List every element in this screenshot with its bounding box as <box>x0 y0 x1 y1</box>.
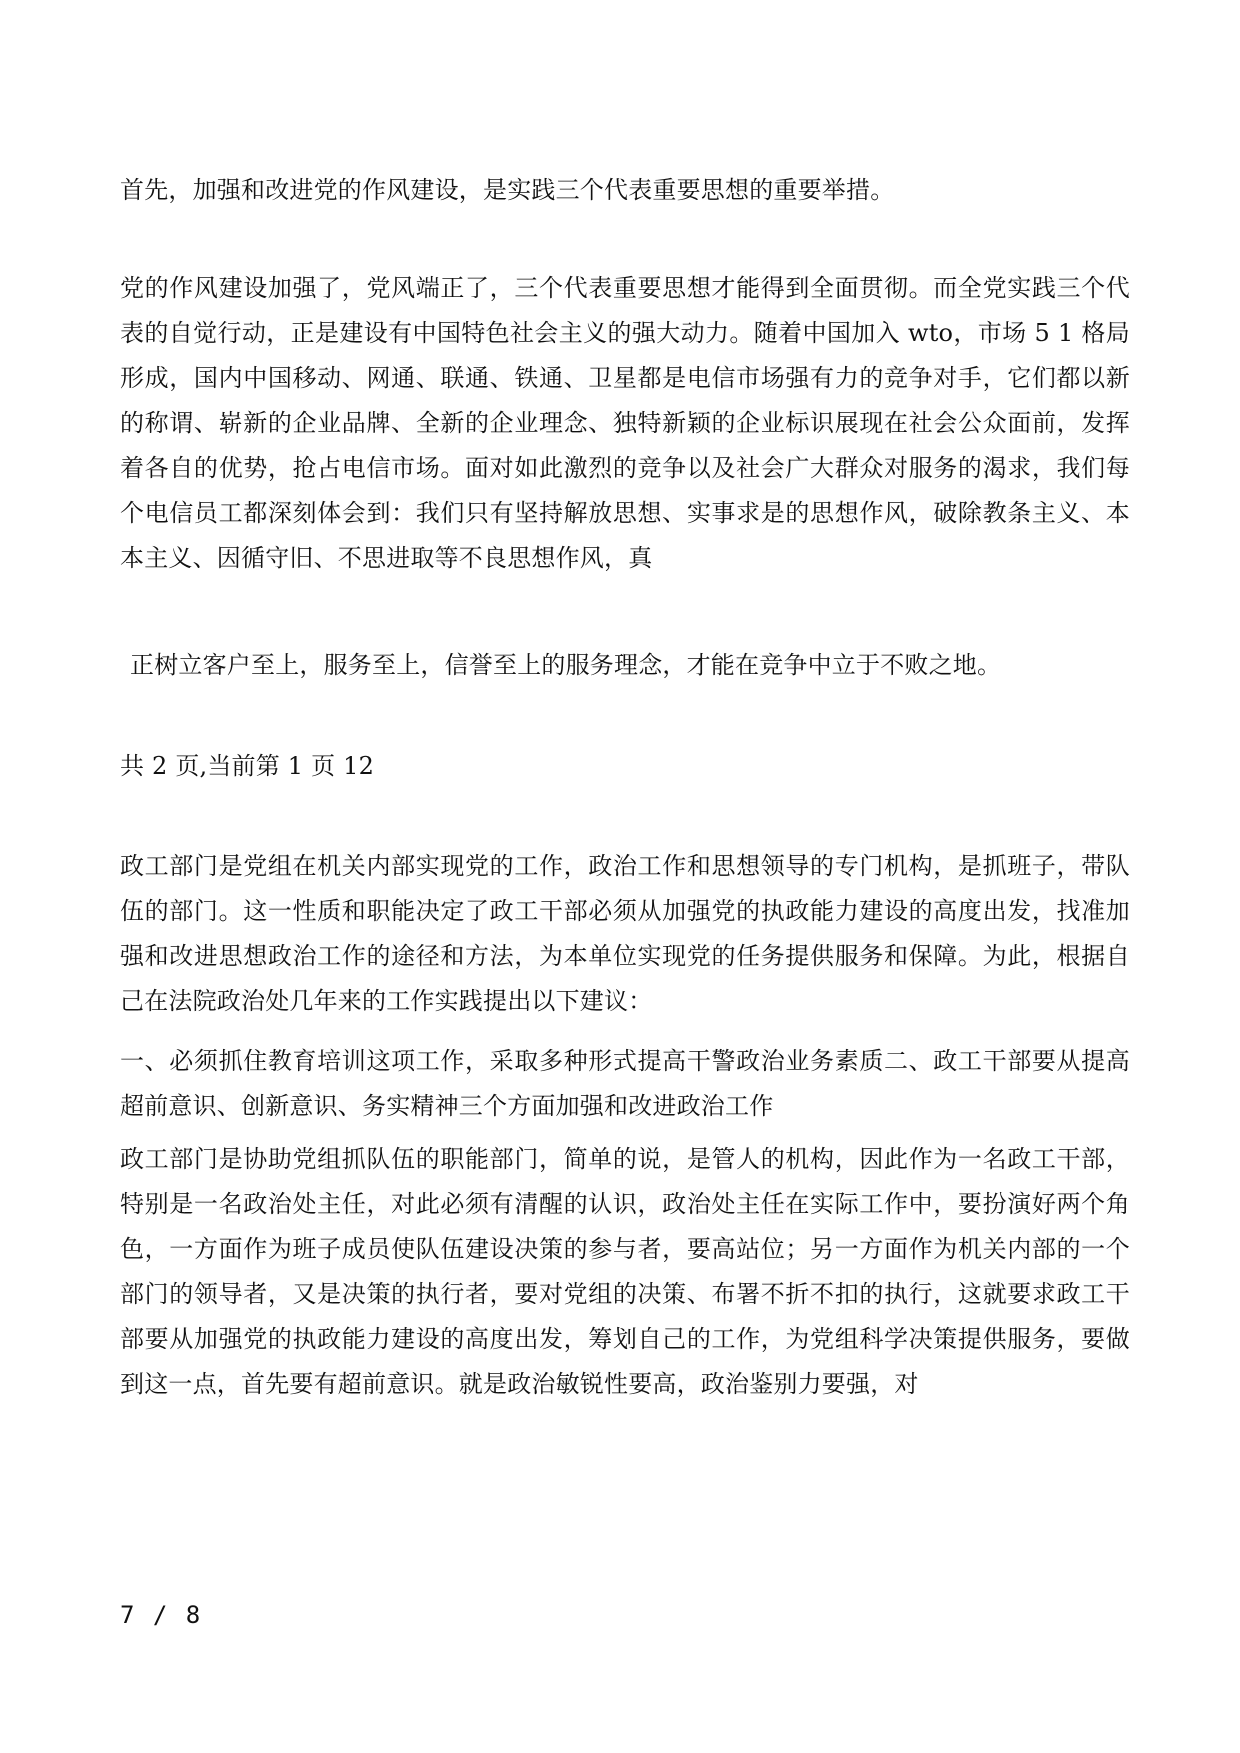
paragraph-political-dept: 政工部门是党组在机关内部实现党的工作，政治工作和思想领导的专门机构，是抓班子，带队伍的部门。这一性质和职能决定了政工干部必须从加强党的执政能力建设的高度出发，找准加强和改进思想政治工作的途径和方法，为本单位实现党的任务提供服务和保障。为此，根据自己在法院政治处几年来的工作实践提出以下建议： <box>120 852 1130 1015</box>
paragraph-style-intro: 首先，加强和改进党的作风建设，是实践三个代表重要思想的重要举措。 <box>120 176 895 204</box>
page-count-note: 共 2 页,当前第 1 页 12 <box>120 752 375 780</box>
paragraph-service-concept: 正树立客户至上，服务至上，信誉至上的服务理念，才能在竞争中立于不败之地。 <box>130 651 1002 679</box>
page-number: 7 / 8 <box>120 1601 203 1629</box>
paragraph-telecom-competition: 党的作风建设加强了，党风端正了，三个代表重要思想才能得到全面贯彻。而全党实践三个代表的自觉行动，正是建设有中国特色社会主义的强大动力。随着中国加入 wto，市场 5 1 格局形成，国内中国移动、网通、联通、铁通、卫星都是电信市场强有力的竞争对手，它们都以新的称谓、崭新的企业品牌、全新的企业理念、独特新颖的企业标识展现在社会公众面前，发挥着各自的优势，抢占电信市场。面对如此激烈的竞争以及社会广大群众对服务的渴求，我们每个电信员工都深刻体会到：我们只有坚持解放思想、实事求是的思想作风，破除教条主义、本本主义、因循守旧、不思进取等不良思想作风，真 <box>120 274 1130 572</box>
paragraph-cadre-role: 政工部门是协助党组抓队伍的职能部门，简单的说，是管人的机构，因此作为一名政工干部，特别是一名政治处主任，对此必须有清醒的认识，政治处主任在实际工作中，要扮演好两个角色，一方面作为班子成员使队伍建设决策的参与者，要高站位；另一方面作为机关内部的一个部门的领导者，又是决策的执行者，要对党组的决策、布署不折不扣的执行，这就要求政工干部要从加强党的执政能力建设的高度出发，筹划自己的工作，为党组科学决策提供服务，要做到这一点，首先要有超前意识。就是政治敏锐性要高，政治鉴别力要强，对 <box>120 1145 1130 1398</box>
paragraph-suggestions: 一、必须抓住教育培训这项工作，采取多种形式提高干警政治业务素质二、政工干部要从提高超前意识、创新意识、务实精神三个方面加强和改进政治工作 <box>120 1047 1130 1120</box>
